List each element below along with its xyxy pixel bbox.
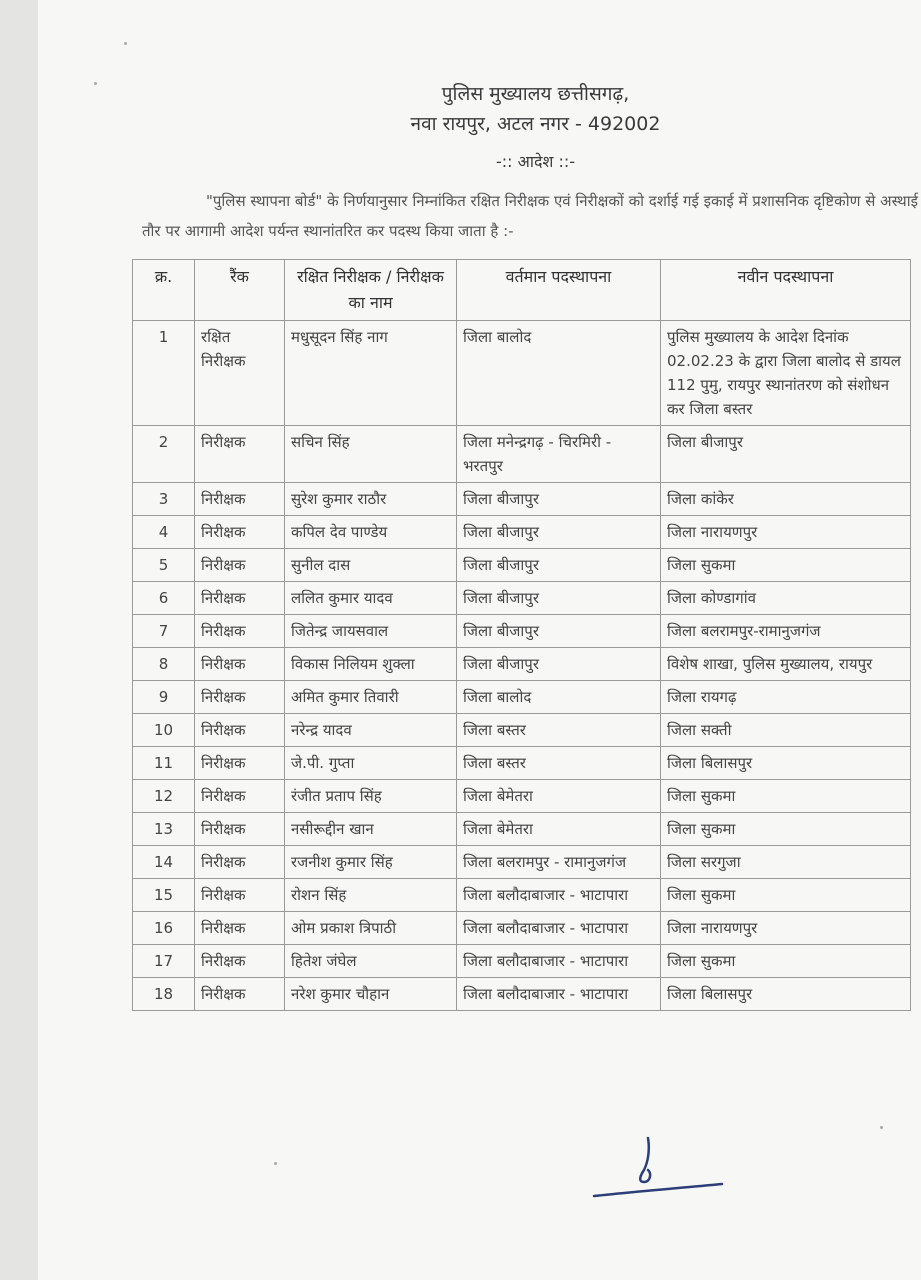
- cell-rank: रक्षित निरीक्षक: [195, 321, 285, 426]
- cell-no: 15: [133, 879, 195, 912]
- cell-current: जिला बेमेतरा: [457, 813, 661, 846]
- cell-current: जिला बेमेतरा: [457, 780, 661, 813]
- cell-current: जिला बीजापुर: [457, 549, 661, 582]
- cell-new: जिला बीजापुर: [661, 426, 911, 483]
- table-row: [133, 426, 911, 483]
- cell-no: 10: [133, 714, 195, 747]
- cell-rank: निरीक्षक: [195, 813, 285, 846]
- header-current-posting: वर्तमान पदस्थापना: [457, 260, 661, 321]
- cell-new: जिला कांकेर: [661, 483, 911, 516]
- table-row: [133, 321, 911, 426]
- cell-name: विकास निलियम शुक्ला: [285, 648, 457, 681]
- cell-name: मधुसूदन सिंह नाग: [285, 321, 457, 426]
- cell-current: जिला बीजापुर: [457, 615, 661, 648]
- cell-name: रंजीत प्रताप सिंह: [285, 780, 457, 813]
- cell-rank: निरीक्षक: [195, 945, 285, 978]
- cell-no: 9: [133, 681, 195, 714]
- cell-new: जिला बिलासपुर: [661, 978, 911, 1011]
- cell-current: जिला बलौदाबाजार - भाटापारा: [457, 879, 661, 912]
- cell-no: 17: [133, 945, 195, 978]
- order-intro-text: "पुलिस स्थापना बोर्ड" के निर्णयानुसार निम्नांकित रक्षित निरीक्षक एवं निरीक्षकों को दर्शाई गई इकाई में प्रशासनिक दृष्टिकोण से अस्थाई तौर पर आगामी आदेश पर्यन्त स्थानांतरित कर पदस्थ किया जाता है :-: [142, 192, 918, 240]
- cell-name: कपिल देव पाण्डेय: [285, 516, 457, 549]
- table-row: [133, 615, 911, 648]
- cell-current: जिला बलौदाबाजार - भाटापारा: [457, 945, 661, 978]
- cell-new: जिला सुकमा: [661, 879, 911, 912]
- header-name: रक्षित निरीक्षक / निरीक्षक का नाम: [285, 260, 457, 321]
- table-row: [133, 879, 911, 912]
- cell-no: 3: [133, 483, 195, 516]
- cell-no: 6: [133, 582, 195, 615]
- cell-no: 16: [133, 912, 195, 945]
- cell-current: जिला बालोद: [457, 321, 661, 426]
- order-intro: [142, 186, 918, 246]
- cell-current: जिला बस्तर: [457, 747, 661, 780]
- cell-current: जिला बीजापुर: [457, 582, 661, 615]
- signature: [590, 1130, 730, 1200]
- table-row: [133, 648, 911, 681]
- cell-new: जिला सरगुजा: [661, 846, 911, 879]
- cell-rank: निरीक्षक: [195, 582, 285, 615]
- cell-current: जिला बीजापुर: [457, 648, 661, 681]
- table-row: [133, 912, 911, 945]
- cell-rank: निरीक्षक: [195, 846, 285, 879]
- cell-new: पुलिस मुख्यालय के आदेश दिनांक 02.02.23 के द्वारा जिला बालोद से डायल 112 पुमु, रायपुर स्थानांतरण को संशोधन कर जिला बस्तर: [661, 321, 911, 426]
- cell-rank: निरीक्षक: [195, 714, 285, 747]
- cell-no: 8: [133, 648, 195, 681]
- cell-new: जिला बलरामपुर-रामानुजगंज: [661, 615, 911, 648]
- cell-no: 1: [133, 321, 195, 426]
- cell-name: नसीरूद्दीन खान: [285, 813, 457, 846]
- scan-speck: [880, 1126, 883, 1129]
- header-serial: क्र.: [133, 260, 195, 321]
- transfer-table: [132, 259, 911, 1011]
- cell-current: जिला बीजापुर: [457, 483, 661, 516]
- table-body: [133, 321, 911, 1011]
- cell-name: जे.पी. गुप्ता: [285, 747, 457, 780]
- cell-rank: निरीक्षक: [195, 426, 285, 483]
- cell-new: विशेष शाखा, पुलिस मुख्यालय, रायपुर: [661, 648, 911, 681]
- cell-new: जिला कोण्डागांव: [661, 582, 911, 615]
- table-row: [133, 945, 911, 978]
- cell-rank: निरीक्षक: [195, 483, 285, 516]
- cell-rank: निरीक्षक: [195, 648, 285, 681]
- table-row: [133, 714, 911, 747]
- table-row: [133, 681, 911, 714]
- cell-rank: निरीक्षक: [195, 912, 285, 945]
- cell-no: 2: [133, 426, 195, 483]
- cell-new: जिला नारायणपुर: [661, 912, 911, 945]
- cell-no: 4: [133, 516, 195, 549]
- cell-current: जिला बालोद: [457, 681, 661, 714]
- cell-new: जिला सुकमा: [661, 549, 911, 582]
- table-row: [133, 978, 911, 1011]
- cell-current: जिला मनेन्द्रगढ़ - चिरमिरी - भरतपुर: [457, 426, 661, 483]
- cell-new: जिला नारायणपुर: [661, 516, 911, 549]
- header-new-posting: नवीन पदस्थापना: [661, 260, 911, 321]
- cell-rank: निरीक्षक: [195, 879, 285, 912]
- cell-no: 11: [133, 747, 195, 780]
- cell-rank: निरीक्षक: [195, 549, 285, 582]
- cell-new: जिला सक्ती: [661, 714, 911, 747]
- cell-rank: निरीक्षक: [195, 516, 285, 549]
- table-row: [133, 483, 911, 516]
- cell-rank: निरीक्षक: [195, 681, 285, 714]
- cell-new: जिला रायगढ़: [661, 681, 911, 714]
- cell-no: 7: [133, 615, 195, 648]
- order-title: -:: आदेश ::-: [495, 152, 575, 171]
- cell-no: 12: [133, 780, 195, 813]
- cell-current: जिला बलौदाबाजार - भाटापारा: [457, 912, 661, 945]
- cell-new: जिला सुकमा: [661, 780, 911, 813]
- table-row: [133, 516, 911, 549]
- cell-no: 5: [133, 549, 195, 582]
- cell-name: जितेन्द्र जायसवाल: [285, 615, 457, 648]
- cell-new: जिला सुकमा: [661, 813, 911, 846]
- cell-name: अमित कुमार तिवारी: [285, 681, 457, 714]
- cell-current: जिला बस्तर: [457, 714, 661, 747]
- cell-rank: निरीक्षक: [195, 615, 285, 648]
- cell-current: जिला बलरामपुर - रामानुजगंज: [457, 846, 661, 879]
- cell-no: 14: [133, 846, 195, 879]
- table-row: [133, 747, 911, 780]
- cell-rank: निरीक्षक: [195, 978, 285, 1011]
- table-row: [133, 813, 911, 846]
- cell-current: जिला बलौदाबाजार - भाटापारा: [457, 978, 661, 1011]
- cell-name: नरेन्द्र यादव: [285, 714, 457, 747]
- document-page: [38, 0, 921, 1280]
- table-header-row: [133, 260, 911, 321]
- cell-new: जिला सुकमा: [661, 945, 911, 978]
- cell-name: ओम प्रकाश त्रिपाठी: [285, 912, 457, 945]
- cell-new: जिला बिलासपुर: [661, 747, 911, 780]
- cell-name: ललित कुमार यादव: [285, 582, 457, 615]
- cell-name: सचिन सिंह: [285, 426, 457, 483]
- scan-speck: [274, 1162, 277, 1165]
- scan-speck: [124, 42, 127, 45]
- table-row: [133, 582, 911, 615]
- table-row: [133, 549, 911, 582]
- table-row: [133, 780, 911, 813]
- cell-no: 18: [133, 978, 195, 1011]
- cell-name: रोशन सिंह: [285, 879, 457, 912]
- header-rank: रैंक: [195, 260, 285, 321]
- office-address: नवा रायपुर, अटल नगर - 492002: [410, 113, 661, 135]
- cell-name: सुरेश कुमार राठौर: [285, 483, 457, 516]
- cell-rank: निरीक्षक: [195, 747, 285, 780]
- cell-name: हितेश जंघेल: [285, 945, 457, 978]
- cell-current: जिला बीजापुर: [457, 516, 661, 549]
- cell-no: 13: [133, 813, 195, 846]
- office-name: पुलिस मुख्यालय छत्तीसगढ़,: [441, 83, 630, 105]
- cell-rank: निरीक्षक: [195, 780, 285, 813]
- cell-name: रजनीश कुमार सिंह: [285, 846, 457, 879]
- table-row: [133, 846, 911, 879]
- cell-name: नरेश कुमार चौहान: [285, 978, 457, 1011]
- cell-name: सुनील दास: [285, 549, 457, 582]
